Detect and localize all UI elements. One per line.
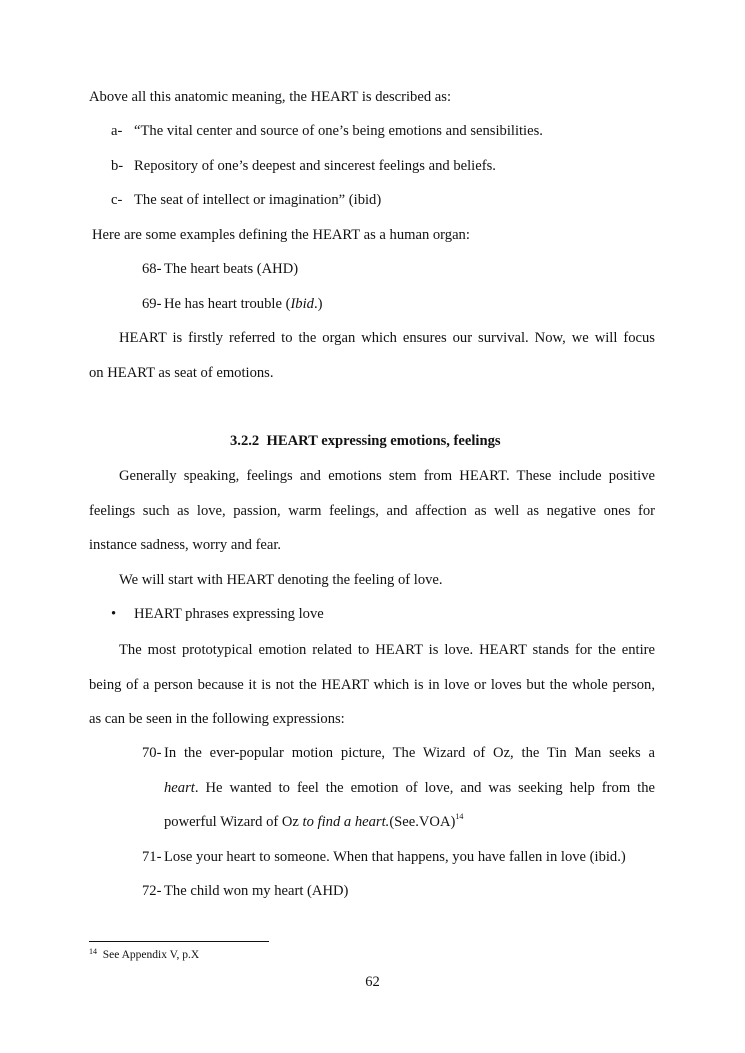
start-paragraph: We will start with HEART denoting the feeling of love. — [119, 572, 443, 588]
footnote-text: See Appendix V, p.X — [102, 949, 200, 961]
list-marker: a- — [111, 123, 123, 139]
bullet-marker: • — [111, 606, 117, 622]
example-number: 69- — [142, 296, 162, 312]
paragraph-line: being of a person because it is not the HEART which is in love or loves but the whole person, — [89, 677, 655, 693]
example-line: powerful Wizard of Oz to find a $heart.(See.VOA)^{14}$ — [164, 812, 464, 830]
paragraph-line: The most prototypical emotion related to HEART is love. HEART stands for the entire — [119, 642, 655, 658]
example-line: heart. He wanted to feel the emotion of love, and was seeking help from the — [164, 780, 655, 796]
example-number: 70- — [142, 745, 162, 761]
example-number: 72- — [142, 883, 162, 899]
paragraph-line: as can be seen in the following expressions: — [89, 711, 345, 727]
list-marker: c- — [111, 192, 123, 208]
paragraph-line: instance sadness, worry and fear. — [89, 537, 282, 553]
list-item-text: Repository of one’s deepest and sincerest feelings and beliefs. — [134, 158, 496, 174]
footnote-reference[interactable]: 14 — [455, 812, 464, 821]
list-item-text: “The vital center and source of one’s being emotions and sensibilities. — [134, 123, 543, 139]
section-heading: 3.2.2 HEART expressing emotions, feelings — [230, 433, 501, 449]
examples-intro: Here are some examples defining the HEART as a human organ: — [92, 227, 470, 243]
list-item-text: The seat of intellect or imagination” (ibid) — [134, 192, 382, 208]
paragraph-line: Generally speaking, feelings and emotions stem from HEART. These include positive — [119, 468, 655, 484]
example-text: The child won my heart (AHD) — [164, 883, 349, 899]
example-number: 68- — [142, 261, 162, 277]
example-text: The heart beats (AHD) — [164, 261, 299, 277]
paragraph-line: feelings such as love, passion, warm feelings, and affection as well as negative ones for — [89, 503, 655, 519]
bullet-text: HEART phrases expressing love — [134, 606, 324, 622]
intro-paragraph: Above all this anatomic meaning, the HEART is described as: — [89, 89, 451, 105]
list-marker: b- — [111, 158, 124, 174]
paragraph-line: on HEART as seat of emotions. — [89, 365, 274, 381]
footnote — [89, 949, 199, 961]
page-number: 62 — [365, 974, 380, 990]
example-line: In the ever-popular motion picture, The Wizard of Oz, the Tin Man seeks a — [164, 745, 655, 761]
footnote-number: 14 — [89, 947, 97, 956]
paragraph-line: HEART is firstly referred to the organ which ensures our survival. Now, we will focus — [119, 330, 655, 346]
footnote-divider — [89, 941, 269, 942]
example-number: 71- — [142, 849, 162, 865]
example-text: He has heart trouble (Ibid.) — [164, 296, 323, 312]
example-text: Lose your heart to someone. When that happens, you have fallen in love (ibid.) — [164, 849, 626, 865]
